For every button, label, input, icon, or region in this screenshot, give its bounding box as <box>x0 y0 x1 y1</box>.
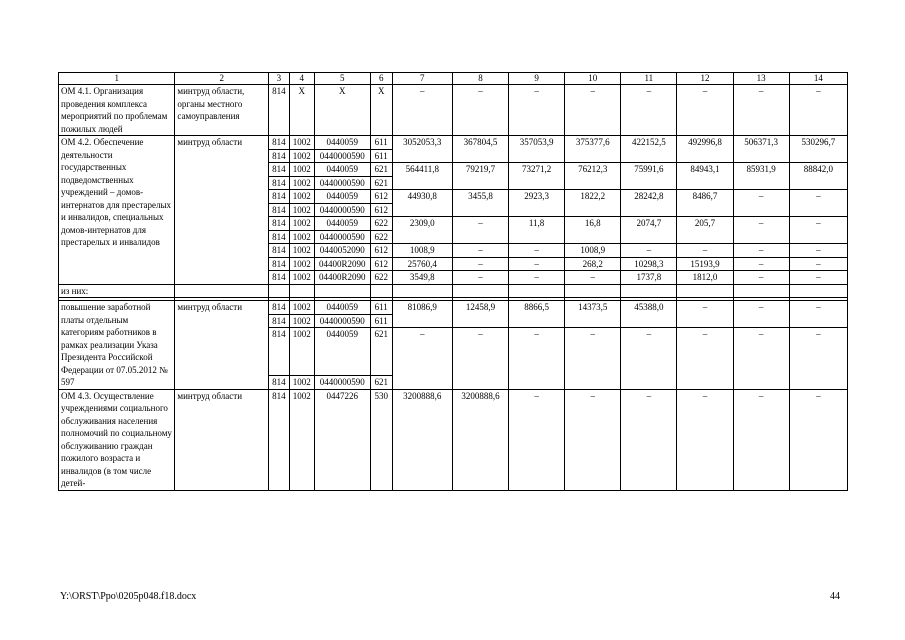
value-cell: – <box>789 328 847 390</box>
empty-cell <box>370 284 392 298</box>
value-cell: – <box>452 271 508 285</box>
value-cell: 375377,6 <box>565 136 621 163</box>
value-cell: – <box>509 85 565 136</box>
code-cell: 0440052090 <box>314 244 370 258</box>
column-number: 8 <box>452 73 508 85</box>
empty-cell <box>452 284 508 298</box>
code-cell: 621 <box>370 176 392 190</box>
value-cell: – <box>509 257 565 271</box>
value-cell: – <box>677 328 733 390</box>
code-cell: 622 <box>370 217 392 231</box>
value-cell: 81086,9 <box>392 301 452 328</box>
code-cell: 814 <box>268 230 289 244</box>
measure-name: ОМ 4.3. Осуществление учреждениями социального обслуживания населения полномочий по социальному обслуживанию граждан пожилого возраста и инвалидов (в том числе детей- <box>59 389 175 490</box>
code-cell: 0440059 <box>314 301 370 315</box>
value-cell: – <box>789 301 847 328</box>
code-cell: 0440000590 <box>314 376 370 390</box>
measure-name: повышение заработной платы отдельным категориям работников в рамках реализации Указа Президента Российской Федерации от 07.05.2012 № 597 <box>59 301 175 390</box>
value-cell: – <box>789 271 847 285</box>
table-row <box>59 389 848 490</box>
code-cell: 1002 <box>289 176 314 190</box>
value-cell: 45388,0 <box>621 301 677 328</box>
value-cell: – <box>392 85 452 136</box>
value-cell: 8486,7 <box>677 190 733 217</box>
budget-table <box>58 72 848 491</box>
code-cell: X <box>314 85 370 136</box>
column-number: 6 <box>370 73 392 85</box>
value-cell: 268,2 <box>565 257 621 271</box>
value-cell: 85931,9 <box>733 163 789 190</box>
table-row <box>59 301 848 315</box>
column-number: 10 <box>565 73 621 85</box>
code-cell: 621 <box>370 163 392 177</box>
code-cell: 611 <box>370 314 392 328</box>
code-cell: 1002 <box>289 136 314 150</box>
empty-cell <box>509 284 565 298</box>
code-cell: X <box>289 85 314 136</box>
value-cell: 3200888,6 <box>452 389 508 490</box>
value-cell: 1822,2 <box>565 190 621 217</box>
value-cell: 564411,8 <box>392 163 452 190</box>
code-cell: 0440000590 <box>314 149 370 163</box>
value-cell: 75991,6 <box>621 163 677 190</box>
value-cell: – <box>621 328 677 390</box>
code-cell: 621 <box>370 328 392 376</box>
value-cell: – <box>452 85 508 136</box>
executor: минтруд области, органы местного самоуправления <box>175 85 269 136</box>
value-cell: – <box>677 244 733 258</box>
code-cell: 814 <box>268 389 289 490</box>
value-cell: – <box>565 389 621 490</box>
column-number: 1 <box>59 73 175 85</box>
column-number: 12 <box>677 73 733 85</box>
value-cell: – <box>392 328 452 390</box>
value-cell: – <box>789 244 847 258</box>
value-cell: – <box>789 389 847 490</box>
value-cell: 3200888,6 <box>392 389 452 490</box>
code-cell: 621 <box>370 376 392 390</box>
value-cell: – <box>789 257 847 271</box>
value-cell: 25760,4 <box>392 257 452 271</box>
code-cell: 612 <box>370 203 392 217</box>
code-cell: 612 <box>370 257 392 271</box>
column-number: 9 <box>509 73 565 85</box>
code-cell: 1002 <box>289 376 314 390</box>
value-cell: – <box>733 244 789 258</box>
value-cell: – <box>452 257 508 271</box>
value-cell: 1812,0 <box>677 271 733 285</box>
executor: минтруд области <box>175 301 269 390</box>
page-number: 44 <box>830 591 840 602</box>
value-cell: 73271,2 <box>509 163 565 190</box>
value-cell: 8866,5 <box>509 301 565 328</box>
value-cell: 3549,8 <box>392 271 452 285</box>
value-cell: – <box>733 389 789 490</box>
value-cell: 422152,5 <box>621 136 677 163</box>
empty-cell <box>621 284 677 298</box>
value-cell: 12458,9 <box>452 301 508 328</box>
column-number: 7 <box>392 73 452 85</box>
code-cell: 814 <box>268 136 289 150</box>
code-cell: 814 <box>268 163 289 177</box>
value-cell: – <box>733 271 789 285</box>
code-cell: 0440000590 <box>314 176 370 190</box>
code-cell: 611 <box>370 301 392 315</box>
code-cell: 1002 <box>289 217 314 231</box>
value-cell: – <box>452 244 508 258</box>
column-number: 4 <box>289 73 314 85</box>
value-cell: – <box>452 217 508 244</box>
code-cell: 0440059 <box>314 136 370 150</box>
code-cell: 0440059 <box>314 328 370 376</box>
code-cell: 1002 <box>289 328 314 376</box>
value-cell: – <box>509 244 565 258</box>
measure-name: ОМ 4.2. Обеспечение деятельности государственных подведомственных учреждений – домов-интернатов для престарелых и инвалидов, специальных домов-интернатов для престарелых и инвалидов <box>59 136 175 285</box>
executor: минтруд области <box>175 136 269 285</box>
value-cell: – <box>565 328 621 390</box>
column-number: 13 <box>733 73 789 85</box>
header-row <box>59 73 848 85</box>
code-cell: 612 <box>370 190 392 204</box>
value-cell: – <box>509 271 565 285</box>
value-cell: 1008,9 <box>565 244 621 258</box>
code-cell: 1002 <box>289 230 314 244</box>
value-cell: 44930,8 <box>392 190 452 217</box>
code-cell: 1002 <box>289 271 314 285</box>
code-cell: 04400R2090 <box>314 271 370 285</box>
value-cell: – <box>509 328 565 390</box>
footer-file-path: Y:\ORST\Ppo\0205p048.f18.docx <box>60 591 197 602</box>
code-cell: 611 <box>370 136 392 150</box>
value-cell: 205,7 <box>677 217 733 244</box>
code-cell: 622 <box>370 271 392 285</box>
code-cell: 611 <box>370 149 392 163</box>
code-cell: 814 <box>268 217 289 231</box>
subheading-row <box>59 284 848 298</box>
empty-cell <box>733 284 789 298</box>
value-cell: 84943,1 <box>677 163 733 190</box>
code-cell: 0447226 <box>314 389 370 490</box>
code-cell: 814 <box>268 85 289 136</box>
code-cell: 814 <box>268 203 289 217</box>
code-cell: 814 <box>268 176 289 190</box>
empty-cell <box>392 284 452 298</box>
code-cell: 622 <box>370 230 392 244</box>
code-cell: 0440059 <box>314 163 370 177</box>
value-cell: – <box>733 257 789 271</box>
value-cell: 88842,0 <box>789 163 847 190</box>
code-cell: 814 <box>268 257 289 271</box>
code-cell: 814 <box>268 271 289 285</box>
value-cell: 14373,5 <box>565 301 621 328</box>
code-cell: 814 <box>268 314 289 328</box>
value-cell: – <box>565 271 621 285</box>
table-row <box>59 85 848 136</box>
value-cell: – <box>789 85 847 136</box>
value-cell: 79219,7 <box>452 163 508 190</box>
column-number: 5 <box>314 73 370 85</box>
value-cell: – <box>452 328 508 390</box>
empty-cell <box>565 284 621 298</box>
value-cell: 15193,9 <box>677 257 733 271</box>
code-cell: 1002 <box>289 389 314 490</box>
table-row <box>59 136 848 150</box>
code-cell: X <box>370 85 392 136</box>
code-cell: 814 <box>268 149 289 163</box>
code-cell: 814 <box>268 301 289 315</box>
code-cell: 530 <box>370 389 392 490</box>
value-cell: 2923,3 <box>509 190 565 217</box>
code-cell: 0440000590 <box>314 230 370 244</box>
value-cell: 11,8 <box>509 217 565 244</box>
value-cell: 357053,9 <box>509 136 565 163</box>
measure-name: ОМ 4.1. Организация проведения комплекса мероприятий по проблемам пожилых людей <box>59 85 175 136</box>
column-number: 11 <box>621 73 677 85</box>
code-cell: 0440059 <box>314 190 370 204</box>
value-cell: 28242,8 <box>621 190 677 217</box>
code-cell: 1002 <box>289 257 314 271</box>
value-cell: 492996,8 <box>677 136 733 163</box>
code-cell: 1002 <box>289 163 314 177</box>
value-cell: 367804,5 <box>452 136 508 163</box>
code-cell: 1002 <box>289 203 314 217</box>
empty-cell <box>289 284 314 298</box>
empty-cell <box>314 284 370 298</box>
value-cell: – <box>789 217 847 244</box>
code-cell: 04400R2090 <box>314 257 370 271</box>
value-cell: – <box>621 389 677 490</box>
value-cell: – <box>565 85 621 136</box>
empty-cell <box>175 284 269 298</box>
value-cell: – <box>733 217 789 244</box>
value-cell: – <box>733 301 789 328</box>
value-cell: – <box>733 328 789 390</box>
column-number: 14 <box>789 73 847 85</box>
code-cell: 0440000590 <box>314 314 370 328</box>
value-cell: 16,8 <box>565 217 621 244</box>
value-cell: 506371,3 <box>733 136 789 163</box>
value-cell: – <box>621 85 677 136</box>
code-cell: 1002 <box>289 314 314 328</box>
value-cell: 76212,3 <box>565 163 621 190</box>
value-cell: – <box>677 301 733 328</box>
code-cell: 1002 <box>289 301 314 315</box>
value-cell: 3052053,3 <box>392 136 452 163</box>
code-cell: 612 <box>370 244 392 258</box>
value-cell: 1008,9 <box>392 244 452 258</box>
value-cell: – <box>733 190 789 217</box>
value-cell: 2309,0 <box>392 217 452 244</box>
empty-cell <box>677 284 733 298</box>
value-cell: 1737,8 <box>621 271 677 285</box>
code-cell: 814 <box>268 376 289 390</box>
code-cell: 0440059 <box>314 217 370 231</box>
value-cell: 10298,3 <box>621 257 677 271</box>
code-cell: 1002 <box>289 190 314 204</box>
value-cell: – <box>509 389 565 490</box>
empty-cell <box>789 284 847 298</box>
executor: минтруд области <box>175 389 269 490</box>
value-cell: – <box>733 85 789 136</box>
value-cell: – <box>789 190 847 217</box>
code-cell: 814 <box>268 328 289 376</box>
value-cell: – <box>621 244 677 258</box>
empty-cell <box>268 284 289 298</box>
value-cell: – <box>677 85 733 136</box>
value-cell: 530296,7 <box>789 136 847 163</box>
column-number: 3 <box>268 73 289 85</box>
code-cell: 1002 <box>289 149 314 163</box>
code-cell: 814 <box>268 244 289 258</box>
value-cell: – <box>677 389 733 490</box>
subheading: из них: <box>59 284 175 298</box>
code-cell: 0440000590 <box>314 203 370 217</box>
column-number: 2 <box>175 73 269 85</box>
value-cell: 2074,7 <box>621 217 677 244</box>
code-cell: 1002 <box>289 244 314 258</box>
code-cell: 814 <box>268 190 289 204</box>
value-cell: 3455,8 <box>452 190 508 217</box>
